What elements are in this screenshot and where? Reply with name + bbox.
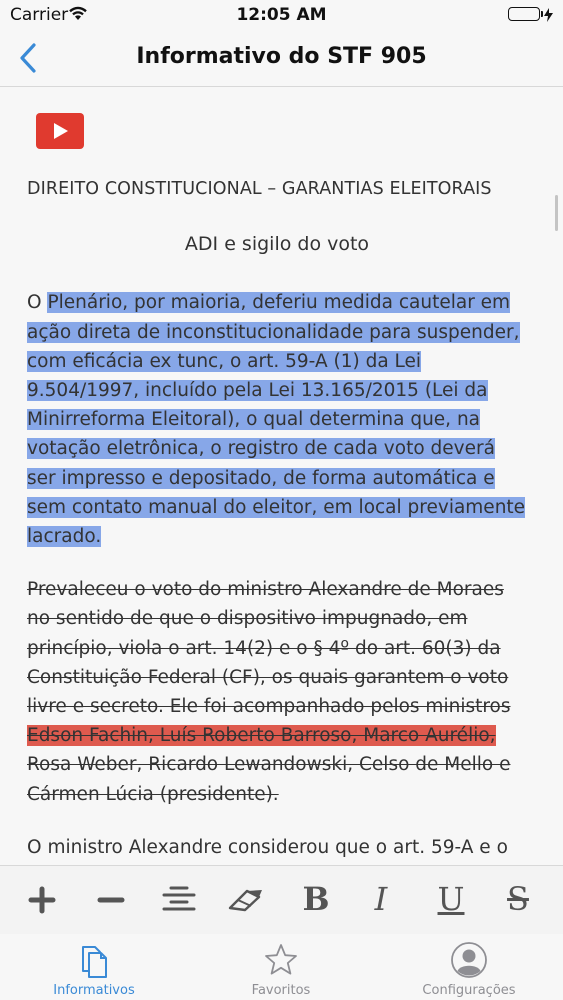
minus-icon (83, 866, 139, 934)
charging-icon (544, 7, 553, 26)
eraser-icon (218, 866, 274, 934)
italic-button[interactable] (353, 866, 409, 934)
article-heading: ADI e sigilo do voto (184, 233, 370, 256)
paragraph-2-before: Prevaleceu o voto do ministro Alexandre de Moraes no sentido de que o dispositivo impugnado, em princípio, viola o art. 14(2) e o § 4º do art. 60(3) da Constituição Federal (CF), os quais garantem o voto livre e secreto. Ele foi acompanhado pelos ministros (27, 579, 511, 718)
paragraph-2-strikethrough[interactable] (27, 575, 527, 809)
eraser-button[interactable] (218, 866, 274, 934)
remove-button[interactable] (83, 866, 139, 934)
tab-bar (0, 934, 563, 1000)
red-highlight[interactable]: Edson Fachin, Luís Roberto Barroso, Marco Aurélio, (27, 725, 496, 747)
strikethrough-glyph: S (507, 880, 529, 918)
paragraph-1-start: O (27, 292, 48, 314)
tab-label-configuracoes: Configurações (422, 983, 516, 998)
paragraph-2-after: Rosa Weber, Ricardo Lewandowski, Celso de Mello e Cármen Lúcia (presidente). (27, 754, 511, 805)
status-bar (0, 0, 563, 30)
bold-glyph: B (302, 880, 330, 918)
navigation-bar (0, 30, 563, 87)
documents-icon (24, 940, 164, 980)
section-title: DIREITO CONSTITUCIONAL – GARANTIAS ELEITORAIS (27, 179, 492, 199)
article-content[interactable] (0, 87, 563, 865)
strikethrough-button[interactable] (490, 866, 546, 934)
paragraph-3[interactable]: O ministro Alexandre considerou que o art. 59-A e o (27, 836, 508, 858)
tab-favoritos[interactable] (211, 934, 351, 1000)
tab-label-favoritos: Favoritos (251, 983, 311, 998)
italic-glyph: I (374, 880, 388, 918)
blue-highlight[interactable]: Plenário, por maioria, deferiu medida cautelar em ação direta de inconstitucionalidade para suspender, com eficácia ex tunc, o art. 59-A (1) da Lei 9.504/1997, incluído pela Lei 13.165/2015 (Lei da Minirreforma Eleitoral), o qual determina que, na votação eletrônica, o registro de cada voto deverá ser impresso e depositado, de forma automática e sem contato manual do eleitor, em local previamente lacrado. (27, 292, 526, 548)
align-center-icon (151, 866, 207, 934)
plus-icon (14, 866, 70, 934)
person-icon (399, 940, 539, 980)
add-button[interactable] (14, 866, 70, 934)
underline-button[interactable] (423, 866, 479, 934)
formatting-toolbar (0, 865, 563, 935)
play-icon (53, 123, 69, 139)
bold-button[interactable] (288, 866, 344, 934)
scrollbar[interactable] (555, 195, 558, 231)
tab-informativos[interactable] (24, 934, 164, 1000)
paragraph-1[interactable] (27, 288, 527, 551)
battery-icon (508, 7, 540, 21)
tab-label-informativos: Informativos (53, 983, 135, 998)
carrier-label: Carrier (10, 5, 69, 25)
status-time: 12:05 AM (236, 5, 327, 25)
underline-glyph: U (437, 880, 465, 918)
video-play-button[interactable] (36, 113, 84, 149)
article-body (27, 175, 527, 862)
tab-configuracoes[interactable] (399, 934, 539, 1000)
star-icon (211, 940, 351, 980)
align-center-button[interactable] (151, 866, 207, 934)
page-title: Informativo do STF 905 (136, 44, 427, 69)
